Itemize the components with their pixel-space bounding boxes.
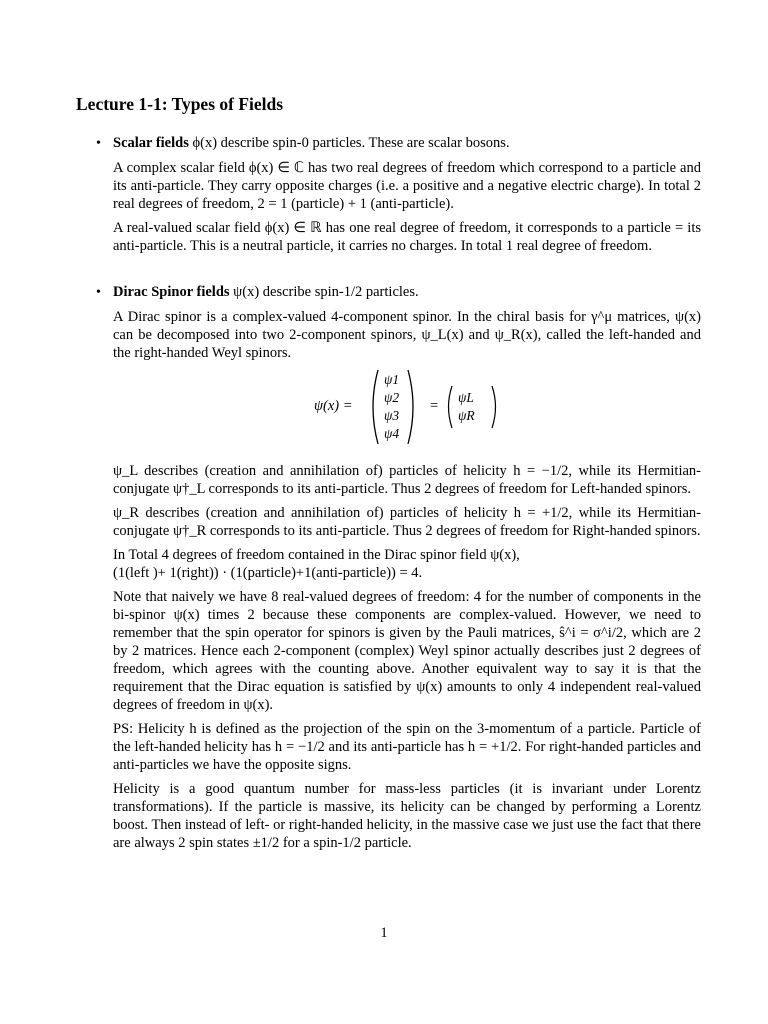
weyl-components: [444, 388, 498, 428]
dirac-fields-section: [113, 283, 701, 362]
dirac-heading: Dirac Spinor fields: [113, 284, 230, 300]
component-psi1: ψ1: [384, 372, 400, 387]
bullet-marker: •: [96, 285, 101, 300]
scalar-heading-line: [113, 134, 701, 152]
page-number: 1: [380, 925, 388, 941]
component-psi2: ψ2: [384, 390, 400, 405]
scalar-paragraph-complex: A complex scalar field ϕ(x) ∈ ℂ has two real degrees of freedom which correspond to a particle and its anti-particle. They carry opposite charges (i.e. a positive and a negative electric charge). In total 2 real degrees of freedom, 2 = 1 (particle) + 1 (anti-particle).: [113, 160, 701, 212]
component-psi3: ψ3: [384, 408, 400, 423]
spinor-components: [372, 372, 412, 444]
dirac-spinor-equation: [310, 368, 510, 444]
component-psiR: ψR: [458, 408, 475, 423]
equation-equals: =: [430, 398, 439, 414]
equation-lhs: ψ(x) =: [314, 398, 353, 414]
dirac-heading-line: [113, 283, 701, 301]
component-psi4: ψ4: [384, 426, 400, 441]
component-psiL: ψL: [458, 390, 474, 405]
dirac-paragraph-naive-count: Note that naively we have 8 real-valued degrees of freedom: 4 for the number of components in the bi-spinor ψ(x) times 2 because these components are complex-valued. However, we need to remember that the spin operator for spinors is given by the Pauli matrices, ŝ^i = σ^i/2, which are 2 by 2 matrices. Hence each 2-component (complex) Weyl spinor actually describes just 2 degrees of freedom, which agrees with the counting above. Another equivalent way to say it is that the requirement that the Dirac equation is satisfied by ψ(x) amounts to only 4 independent real-valued degrees of freedom in ψ(x).: [113, 589, 701, 713]
dirac-paragraph-helicity-massive: Helicity is a good quantum number for mass-less particles (it is invariant under Lorentz transformations). If the particle is massive, its helicity can be changed by performing a Lorentz boost. Then instead of left- or right-handed helicity, in the massive case we just use the fact that there are always 2 spin states ±1/2 for a spin-1/2 particle.: [113, 781, 701, 851]
dirac-heading-rest: ψ(x) describe spin-1/2 particles.: [233, 284, 419, 300]
dirac-paragraph-psiL: ψ_L describes (creation and annihilation of) particles of helicity h = −1/2, while its Hermitian-conjugate ψ†_L corresponds to its anti-particle. Thus 2 degrees of freedom for Left-handed spinors.: [113, 463, 701, 497]
bullet-marker: •: [96, 136, 101, 151]
scalar-heading-rest: ϕ(x) describe spin-0 particles. These are scalar bosons.: [192, 135, 510, 151]
dirac-fields-continued: [113, 462, 701, 852]
scalar-paragraph-real: A real-valued scalar field ϕ(x) ∈ ℝ has one real degree of freedom, it corresponds to a particle = its anti-particle. This is a neutral particle, it carries no charges. In total 1 real degree of freedom.: [113, 220, 701, 254]
scalar-fields-section: [113, 134, 701, 255]
dirac-paragraph-psiR: ψ_R describes (creation and annihilation of) particles of helicity h = +1/2, while its Hermitian-conjugate ψ†_R corresponds to its anti-particle. Thus 2 degrees of freedom for Right-handed spinors.: [113, 505, 701, 539]
dirac-total-line2: (1(left )+ 1(right)) · (1(particle)+1(anti-particle)) = 4.: [113, 565, 423, 581]
page-title: Lecture 1-1: Types of Fields: [76, 94, 284, 114]
scalar-heading: Scalar fields: [113, 135, 189, 151]
dirac-paragraph-helicity-def: PS: Helicity h is defined as the projection of the spin on the 3-momentum of a particle. Particle of the left-handed helicity has h = −1/2 and its anti-particle has h = +1/2. For right-handed particles and anti-particles we have the opposite signs.: [113, 721, 701, 773]
dirac-paragraph-intro: A Dirac spinor is a complex-valued 4-component spinor. In the chiral basis for γ^μ matrices, ψ(x) can be decomposed into two 2-component spinors, ψ_L(x) and ψ_R(x), called the left-handed and the right-handed Weyl spinors.: [113, 309, 701, 361]
dirac-total-line1: In Total 4 degrees of freedom contained in the Dirac spinor field ψ(x),: [113, 547, 520, 563]
